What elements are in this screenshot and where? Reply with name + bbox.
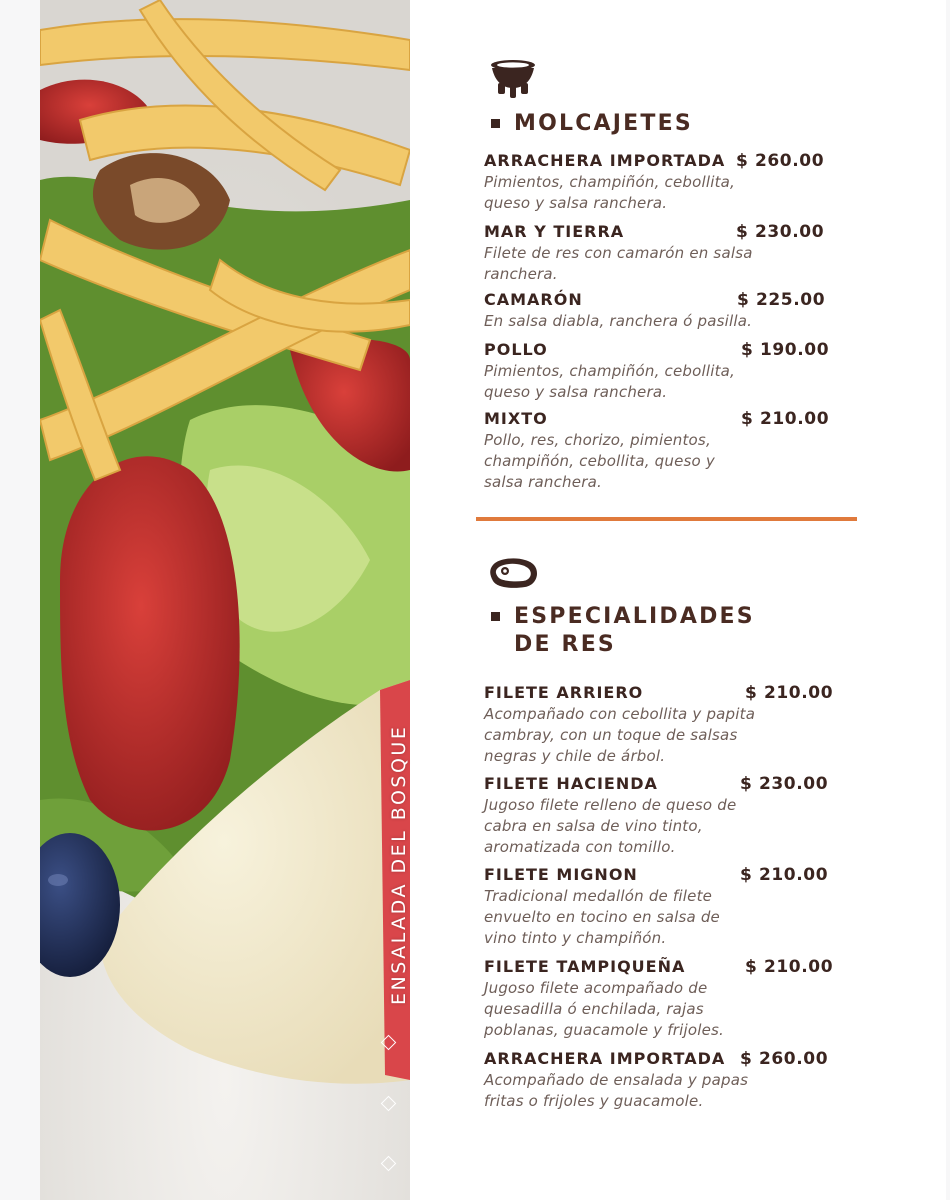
- molcajete-icon: [489, 58, 537, 100]
- item-name: POLLO: [484, 340, 548, 359]
- item-description: Pimientos, champiñón, cebollita, queso y salsa ranchera.: [484, 173, 736, 212]
- item-description: Filete de res con camarón en salsa ranchera.: [484, 244, 753, 283]
- menu-item: [484, 956, 834, 1041]
- item-description: Acompañado de ensalada y papas fritas o frijoles y guacamole.: [484, 1071, 749, 1110]
- item-description: Tradicional medallón de filete envuelto en tocino en salsa de vino tinto y champiñón.: [484, 887, 720, 947]
- menu-item: [484, 221, 834, 285]
- item-price: $ 190.00: [741, 340, 830, 360]
- item-price: $ 230.00: [740, 774, 829, 794]
- item-price: $ 210.00: [741, 409, 830, 429]
- item-price: $ 225.00: [737, 290, 826, 310]
- item-name: CAMARÓN: [484, 290, 583, 309]
- steak-icon: [489, 557, 539, 591]
- item-name: MAR Y TIERRA: [484, 222, 625, 241]
- item-name: FILETE MIGNON: [484, 865, 638, 884]
- item-description: Jugoso filete acompañado de quesadilla ó enchilada, rajas poblanas, guacamole y frijoles.: [484, 979, 725, 1039]
- item-name: FILETE HACIENDA: [484, 774, 658, 793]
- section-title-especialidades: [514, 603, 755, 659]
- section-bullet: [491, 119, 500, 128]
- item-description: Pimientos, champiñón, cebollita, queso y salsa ranchera.: [484, 362, 736, 401]
- item-price: $ 210.00: [745, 957, 834, 977]
- menu-item: [484, 864, 834, 949]
- item-price: $ 210.00: [740, 865, 829, 885]
- item-name: FILETE ARRIERO: [484, 683, 644, 702]
- salad-illustration: [40, 0, 410, 1200]
- item-name: ARRACHERA IMPORTADA: [484, 151, 726, 170]
- salad-photo: [40, 0, 410, 1200]
- menu-item: [484, 1048, 834, 1112]
- section-title-line: ESPECIALIDADES: [514, 604, 755, 629]
- item-price: $ 230.00: [736, 222, 825, 242]
- menu-item: [484, 150, 834, 214]
- item-description: En salsa diabla, ranchera ó pasilla.: [484, 312, 753, 330]
- menu-item: [484, 408, 834, 493]
- menu-item: [484, 773, 834, 858]
- menu-item: [484, 339, 834, 403]
- menu-item: [484, 682, 834, 767]
- section-title-molcajetes: MOLCAJETES: [514, 111, 693, 136]
- section-bullet: [491, 612, 500, 621]
- item-price: $ 210.00: [745, 683, 834, 703]
- item-price: $ 260.00: [736, 151, 825, 171]
- item-description: Pollo, res, chorizo, pimientos, champiñón, cebollita, queso y salsa ranchera.: [484, 431, 715, 491]
- item-description: Acompañado con cebollita y papita cambray, con un toque de salsas negras y chile de árbol.: [484, 705, 756, 765]
- menu-item: [484, 289, 834, 332]
- item-name: MIXTO: [484, 409, 548, 428]
- item-name: ARRACHERA IMPORTADA: [484, 1049, 726, 1068]
- section-title-line: DE RES: [514, 632, 616, 657]
- photo-caption: ENSALADA DEL BOSQUE: [388, 724, 410, 1005]
- item-price: $ 260.00: [740, 1049, 829, 1069]
- item-name: FILETE TAMPIQUEÑA: [484, 957, 686, 976]
- item-description: Jugoso filete relleno de queso de cabra en salsa de vino tinto, aromatizada con tomillo.: [484, 796, 737, 856]
- section-divider: [476, 517, 857, 521]
